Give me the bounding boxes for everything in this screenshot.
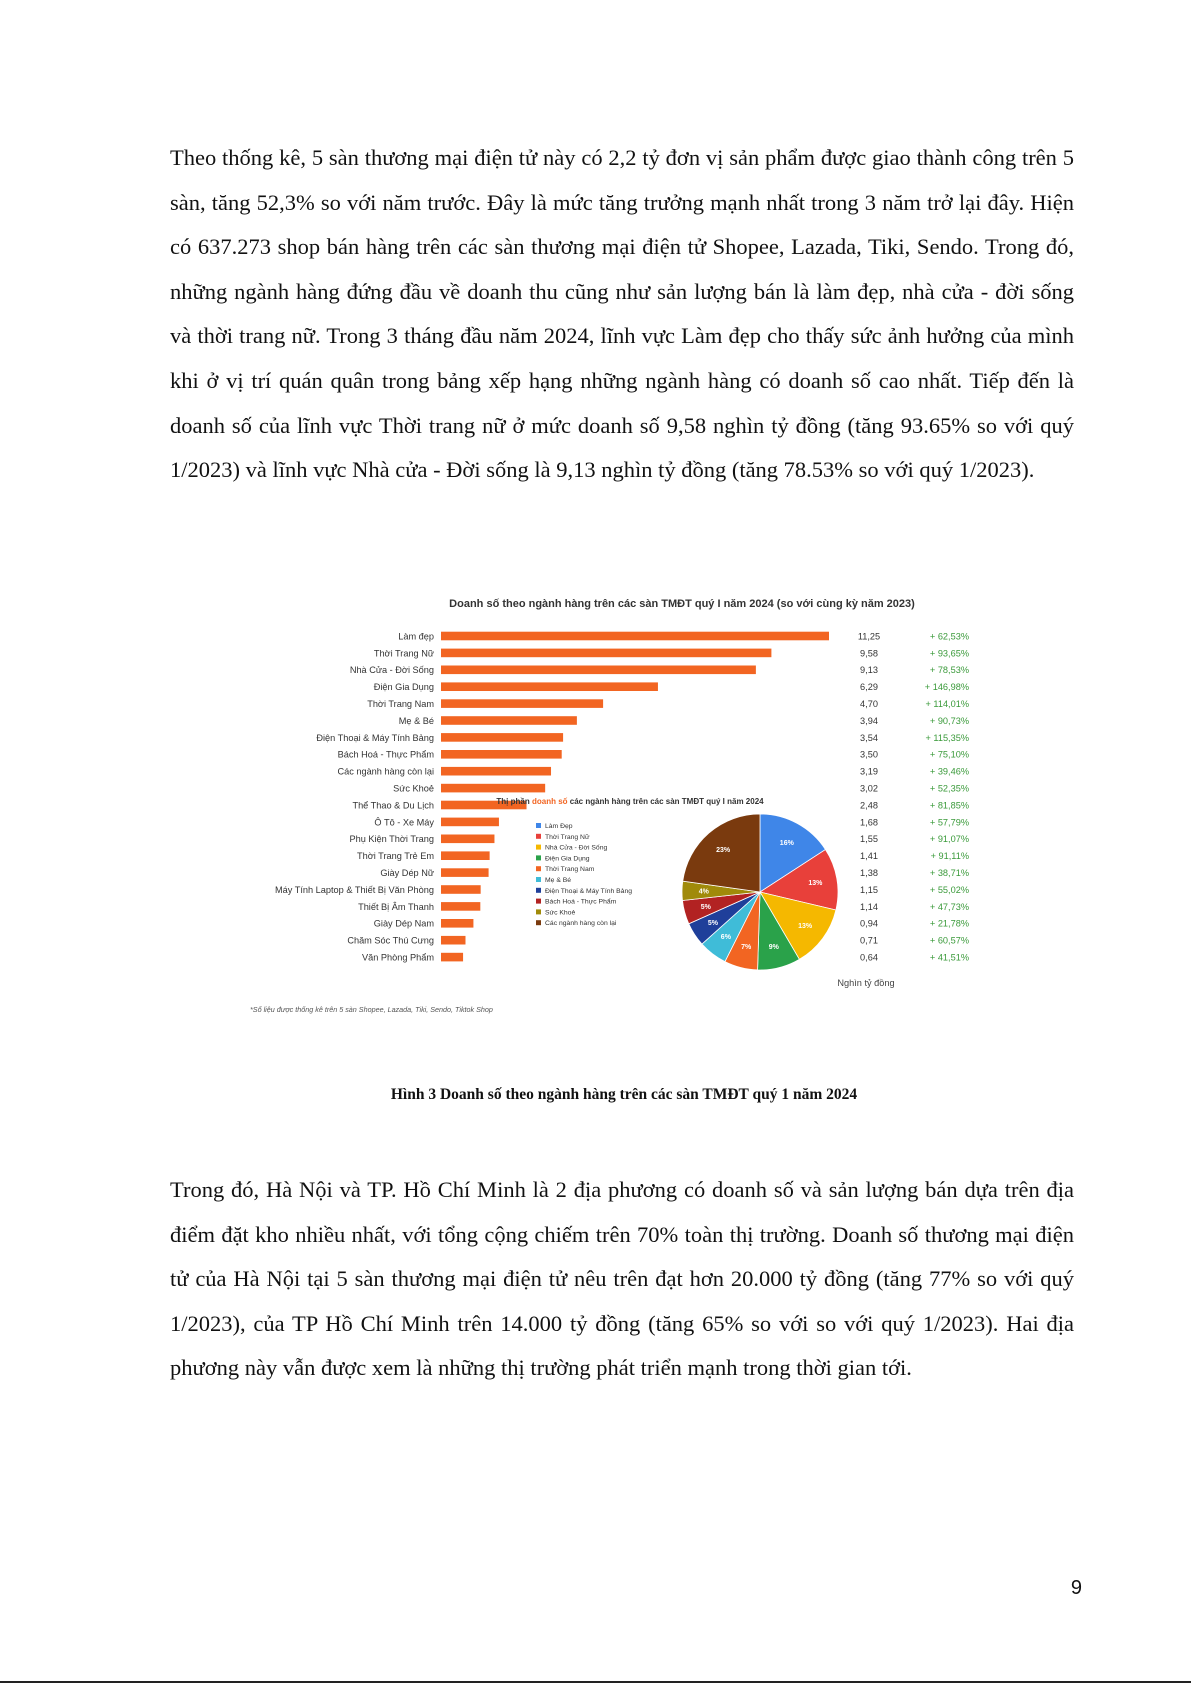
bar-value-label: 3,19 xyxy=(860,766,878,777)
bar xyxy=(441,784,545,793)
bar-category-label: Điện Gia Dụng xyxy=(373,682,434,693)
pie-slice-label: 16% xyxy=(779,840,794,848)
bar-category-label: Thời Trang Nam xyxy=(367,699,434,709)
bar-growth-label: + 91,11% xyxy=(930,851,969,862)
bar-value-label: 1,55 xyxy=(860,834,878,845)
legend-swatch xyxy=(536,877,541,882)
bar-value-label: 1,15 xyxy=(860,884,878,895)
bar-category-label: Làm đẹp xyxy=(398,631,434,642)
bar-growth-label: + 39,46% xyxy=(929,766,969,777)
legend-entry: Mẹ & Bé xyxy=(545,877,572,884)
bar xyxy=(441,716,577,725)
bar-value-label: 1,38 xyxy=(860,868,878,878)
bar xyxy=(441,868,489,877)
pie-slice-label: 9% xyxy=(768,943,779,951)
pie-title-prefix: Thị phần xyxy=(496,797,532,806)
bar-growth-label: + 78,53% xyxy=(929,665,969,676)
figure-3 xyxy=(230,590,1030,1020)
bar-category-label: Sức Khoẻ xyxy=(393,783,434,794)
legend-swatch xyxy=(536,855,541,860)
pie-slice-label: 6% xyxy=(720,934,731,942)
legend-entry: Thời Trang Nữ xyxy=(545,833,590,841)
sales-by-category-chart xyxy=(230,590,1030,1020)
bar-category-label: Nhà Cửa - Đời Sống xyxy=(349,665,434,676)
figure-caption: Hình 3 Doanh số theo ngành hàng trên các sàn TMĐT quý 1 năm 2024 xyxy=(390,1086,858,1103)
bar-value-label: 0,94 xyxy=(860,918,878,929)
bar-category-label: Chăm Sóc Thú Cưng xyxy=(347,935,434,946)
legend-entry: Làm Đẹp xyxy=(545,823,573,830)
pie-slice-label: 13% xyxy=(808,879,823,887)
legend-swatch xyxy=(536,909,541,914)
legend-swatch xyxy=(536,888,541,893)
pie-slice-label: 7% xyxy=(741,943,752,951)
bar-growth-label: + 115,35% xyxy=(925,732,969,743)
legend-swatch xyxy=(536,899,541,904)
bar-growth-label: + 114,01% xyxy=(925,699,969,709)
bar xyxy=(441,699,603,708)
bar-category-label: Giày Dép Nữ xyxy=(380,868,434,878)
bar-value-label: 1,68 xyxy=(860,817,878,828)
bar-category-label: Giày Dép Nam xyxy=(373,918,434,929)
bar-growth-label: + 21,78% xyxy=(929,918,969,929)
bar-growth-label: + 81,85% xyxy=(929,800,969,811)
bar-category-label: Mẹ & Bé xyxy=(398,715,434,726)
bar-value-label: 3,02 xyxy=(860,783,878,794)
bar-category-label: Ô Tô - Xe Máy xyxy=(374,817,434,828)
bar-growth-label: + 52,35% xyxy=(929,783,969,794)
bar-growth-label: + 41,51% xyxy=(929,952,969,963)
bar-value-label: 6,29 xyxy=(860,682,878,693)
bar-growth-label: + 47,73% xyxy=(929,901,969,912)
bar xyxy=(441,953,463,962)
bar xyxy=(441,632,829,641)
bar xyxy=(441,919,473,928)
pie-title-suffix: các ngành hàng trên các sàn TMĐT quý I năm 2024 xyxy=(567,797,764,806)
legend-swatch xyxy=(536,866,541,871)
legend-entry: Các ngành hàng còn lại xyxy=(545,920,617,928)
bar-growth-label: + 90,73% xyxy=(929,715,969,726)
legend-entry: Điện Gia Dụng xyxy=(545,855,590,863)
bar xyxy=(441,666,756,675)
pie-title-highlight: doanh số xyxy=(531,797,568,806)
pie-slice-label: 5% xyxy=(707,920,718,928)
bar-value-label: 3,94 xyxy=(860,715,878,726)
bar-growth-label: + 93,65% xyxy=(929,648,969,659)
bar-chart-title: Doanh số theo ngành hàng trên các sàn TMĐT quý I năm 2024 (so với cùng kỳ năm 2023) xyxy=(449,598,915,610)
bar-category-label: Bách Hoá - Thực Phẩm xyxy=(337,749,434,760)
bar-growth-label: + 38,71% xyxy=(929,868,969,878)
pie-slice-label: 13% xyxy=(798,922,813,930)
bar xyxy=(441,649,771,658)
bar-category-label: Thời Trang Trẻ Em xyxy=(357,851,434,862)
bar-value-label: 1,14 xyxy=(860,901,878,912)
pie-chart-title xyxy=(496,797,764,806)
pie-slice-label: 23% xyxy=(716,847,731,855)
bottom-rule xyxy=(0,1681,1191,1683)
legend-swatch xyxy=(536,823,541,828)
page-number: 9 xyxy=(1070,1577,1082,1599)
bar xyxy=(441,682,658,691)
bar xyxy=(441,936,465,945)
legend-entry: Bách Hoá - Thực Phẩm xyxy=(545,898,617,906)
paragraph-1: Theo thống kê, 5 sàn thương mại điện tử này có 2,2 tỷ đơn vị sản phẩm được giao thành công trên 5 sàn, tăng 52,3% so với năm trước. Đây là mức tăng trưởng mạnh nhất trong 3 năm trở lại đây. Hiện có 637.273 shop bán hàng trên các sàn thương mại điện tử Shopee, Lazada, Tiki, Sendo. Trong đó, những ngành hàng đứng đầu về doanh thu cũng như sản lượng bán là làm đẹp, nhà cửa - đời sống và thời trang nữ. Trong 3 tháng đầu năm 2024, lĩnh vực Làm đẹp cho thấy sức ảnh hưởng của mình khi ở vị trí quán quân trong bảng xếp hạng những ngành hàng có doanh số cao nhất. Tiếp đến là doanh số của lĩnh vực Thời trang nữ ở mức doanh số 9,58 nghìn tỷ đồng (tăng 93.65% so với quý 1/2023) và lĩnh vực Nhà cửa - Đời sống là 9,13 nghìn tỷ đồng (tăng 78.53% so với quý 1/2023). xyxy=(170,145,1074,483)
paragraph-2: Trong đó, Hà Nội và TP. Hồ Chí Minh là 2 địa phương có doanh số và sản lượng bán dựa trên địa điểm đặt kho nhiều nhất, với tổng cộng chiếm trên 70% toàn thị trường. Doanh số thương mại điện tử của Hà Nội tại 5 sàn thương mại điện tử nêu trên đạt hơn 20.000 tỷ đồng (tăng 77% so với quý 1/2023), của TP Hồ Chí Minh trên 14.000 tỷ đồng (tăng 65% so với so với quý 1/2023). Hai địa phương này vẫn được xem là những thị trường phát triển mạnh trong thời gian tới. xyxy=(170,1177,1074,1381)
bar xyxy=(441,851,490,860)
footnote: *Số liệu được thống kê trên 5 sàn Shopee, Lazada, Tiki, Sendo, Tiktok Shop xyxy=(250,1005,493,1014)
bar xyxy=(441,902,480,911)
legend-entry: Nhà Cửa - Đời Sống xyxy=(545,844,608,852)
unit-label: Nghìn tỷ đồng xyxy=(837,978,895,988)
legend-entry: Sức Khoẻ xyxy=(545,909,576,917)
bar-growth-label: + 91,07% xyxy=(929,834,969,845)
bar-value-label: 9,58 xyxy=(860,648,878,659)
bar-value-label: 9,13 xyxy=(860,665,878,676)
bar-value-label: 3,54 xyxy=(860,732,878,743)
bar-value-label: 4,70 xyxy=(860,699,878,709)
bar-category-label: Thiết Bị Âm Thanh xyxy=(358,901,434,912)
bar-category-label: Thể Thao & Du Lịch xyxy=(352,800,434,811)
bar-growth-label: + 55,02% xyxy=(929,884,969,895)
bar-category-label: Máy Tính Laptop & Thiết Bị Văn Phòng xyxy=(274,884,434,895)
bar-category-label: Văn Phòng Phẩm xyxy=(361,952,434,963)
bar-growth-label: + 57,79% xyxy=(929,817,969,828)
bar-value-label: 3,50 xyxy=(860,749,878,760)
legend-swatch xyxy=(536,845,541,850)
bar-value-label: 1,41 xyxy=(860,851,878,862)
legend-swatch xyxy=(536,920,541,925)
bar xyxy=(441,750,562,759)
bar xyxy=(441,733,563,742)
bar-growth-label: + 146,98% xyxy=(924,682,969,693)
pie-slice-label: 4% xyxy=(698,888,709,896)
bar-growth-label: + 62,53% xyxy=(929,631,969,642)
bar-growth-label: + 75,10% xyxy=(929,749,969,760)
bar-value-label: 0,64 xyxy=(860,952,878,963)
bar-value-label: 11,25 xyxy=(857,631,881,642)
pie-slice-label: 5% xyxy=(700,904,711,912)
bar-category-label: Điện Thoại & Máy Tính Bảng xyxy=(316,732,434,743)
bar-value-label: 0,71 xyxy=(860,935,878,946)
bar-value-label: 2,48 xyxy=(860,800,878,811)
bar-category-label: Thời Trang Nữ xyxy=(373,648,434,659)
legend-swatch xyxy=(536,834,541,839)
legend-entry: Thời Trang Nam xyxy=(545,866,595,874)
bar xyxy=(441,818,499,827)
bar-growth-label: + 60,57% xyxy=(929,935,969,946)
legend-entry: Điện Thoại & Máy Tính Bảng xyxy=(545,887,633,895)
bar-category-label: Các ngành hàng còn lại xyxy=(337,766,434,777)
bar xyxy=(441,835,494,844)
bar-category-label: Phụ Kiện Thời Trang xyxy=(349,834,434,845)
bar xyxy=(441,767,551,776)
bar xyxy=(441,885,481,894)
